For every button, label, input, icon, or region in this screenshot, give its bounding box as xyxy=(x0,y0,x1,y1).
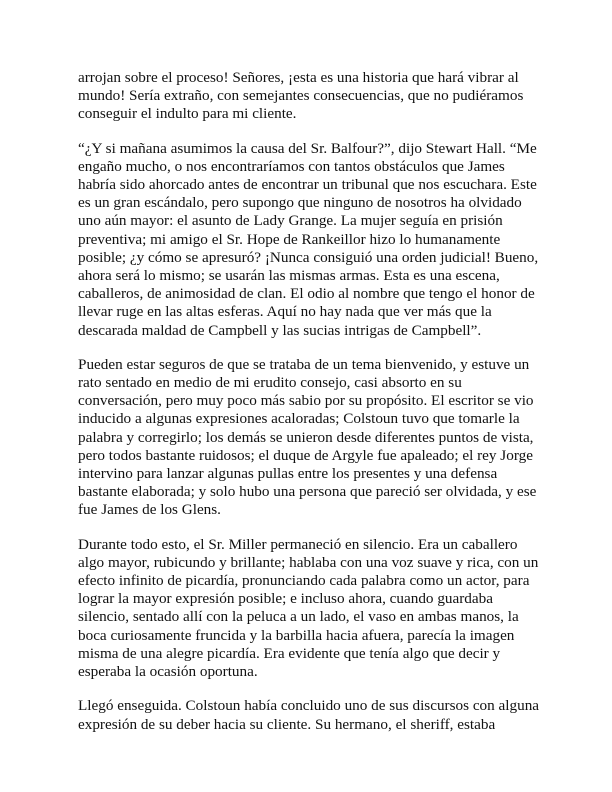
text-line: rato sentado en medio de mi erudito consejo, casi absorto en su xyxy=(78,374,462,392)
paragraph-1 xyxy=(78,69,540,124)
text-line: Durante todo esto, el Sr. Miller permaneció en silencio. Era un caballero xyxy=(78,535,518,553)
paragraph-5 xyxy=(78,697,540,733)
paragraph-4 xyxy=(78,536,540,682)
text-line: palabra y corregirlo; los demás se unieron desde diferentes puntos de vista, xyxy=(78,428,534,446)
text-line: ahora será lo mismo; se usarán las mismas armas. Esta es una escena, xyxy=(78,267,500,285)
paragraph-3 xyxy=(78,356,540,520)
text-line: Pueden estar seguros de que se trataba de un tema bienvenido, y estuve un xyxy=(78,355,530,373)
text-line: preventiva; mi amigo el Sr. Hope de Rankeillor hizo lo humanamente xyxy=(78,230,501,248)
text-line: expresión de su deber hacia su cliente. Su hermano, el sheriff, estaba xyxy=(78,715,496,733)
text-line: posible; ¿y cómo se apresuró? ¡Nunca consiguió una orden judicial! Bueno, xyxy=(78,248,539,266)
text-line: boca curiosamente fruncida y la barbilla hacia afuera, parecía la imagen xyxy=(78,626,515,644)
body-text xyxy=(78,69,540,750)
text-line: conversación, pero muy poco más sabio por su propósito. El escritor se vio xyxy=(78,392,534,410)
text-line: “¿Y si mañana asumimos la causa del Sr. Balfour?”, dijo Stewart Hall. “Me xyxy=(78,139,537,157)
text-line: llevar ruge en las altas esferas. Aquí no hay nada que ver más que la xyxy=(78,303,492,321)
text-line: inducido a algunas expresiones acaloradas; Colstoun tuvo que tomarle la xyxy=(78,410,520,428)
text-line: caballeros, de animosidad de clan. El odio al nombre que tengo el honor de xyxy=(78,285,535,303)
text-line: intervino para lanzar algunas pullas entre los presentes y una defensa xyxy=(78,465,498,483)
text-line: mundo! Sería extraño, con semejantes consecuencias, que no pudiéramos xyxy=(78,87,524,105)
text-line: fue James de los Glens. xyxy=(78,501,221,519)
text-line: lograr la mayor expresión posible; e incluso ahora, cuando guardaba xyxy=(78,590,493,608)
text-line: descarada maldad de Campbell y las sucias intrigas de Campbell”. xyxy=(78,321,482,339)
text-line: efecto infinito de picardía, pronunciando cada palabra como un actor, para xyxy=(78,572,530,590)
text-line: bastante elaborada; y solo hubo una persona que pareció ser olvidada, y ese xyxy=(78,483,537,501)
text-line: esperaba la ocasión oportuna. xyxy=(78,663,258,681)
text-line: conseguir el indulto para mi cliente. xyxy=(78,105,297,123)
text-line: engaño mucho, o nos encontraríamos con tantos obstáculos que James xyxy=(78,157,505,175)
text-line: silencio, sentado allí con la peluca a un lado, el vaso en ambas manos, la xyxy=(78,608,519,626)
text-line: pero todos bastante ruidosos; el duque de Argyle fue apaleado; el rey Jorge xyxy=(78,446,533,464)
text-line: Llegó enseguida. Colstoun había concluido uno de sus discursos con alguna xyxy=(78,697,540,715)
text-line: es un gran escándalo, pero supongo que ninguno de nosotros ha olvidado xyxy=(78,194,522,212)
text-line: arrojan sobre el proceso! Señores, ¡esta es una historia que hará vibrar al xyxy=(78,69,519,86)
text-line: habría sido ahorcado antes de encontrar un tribunal que nos escuchara. Este xyxy=(78,176,537,194)
text-line: misma de una alegre picardía. Era evidente que tenía algo que decir y xyxy=(78,644,501,662)
text-line: uno aún mayor: el asunto de Lady Grange. La mujer seguía en prisión xyxy=(78,212,503,230)
paragraph-2 xyxy=(78,140,540,340)
text-line: algo mayor, rubicundo y brillante; hablaba con una voz suave y rica, con un xyxy=(78,553,539,571)
